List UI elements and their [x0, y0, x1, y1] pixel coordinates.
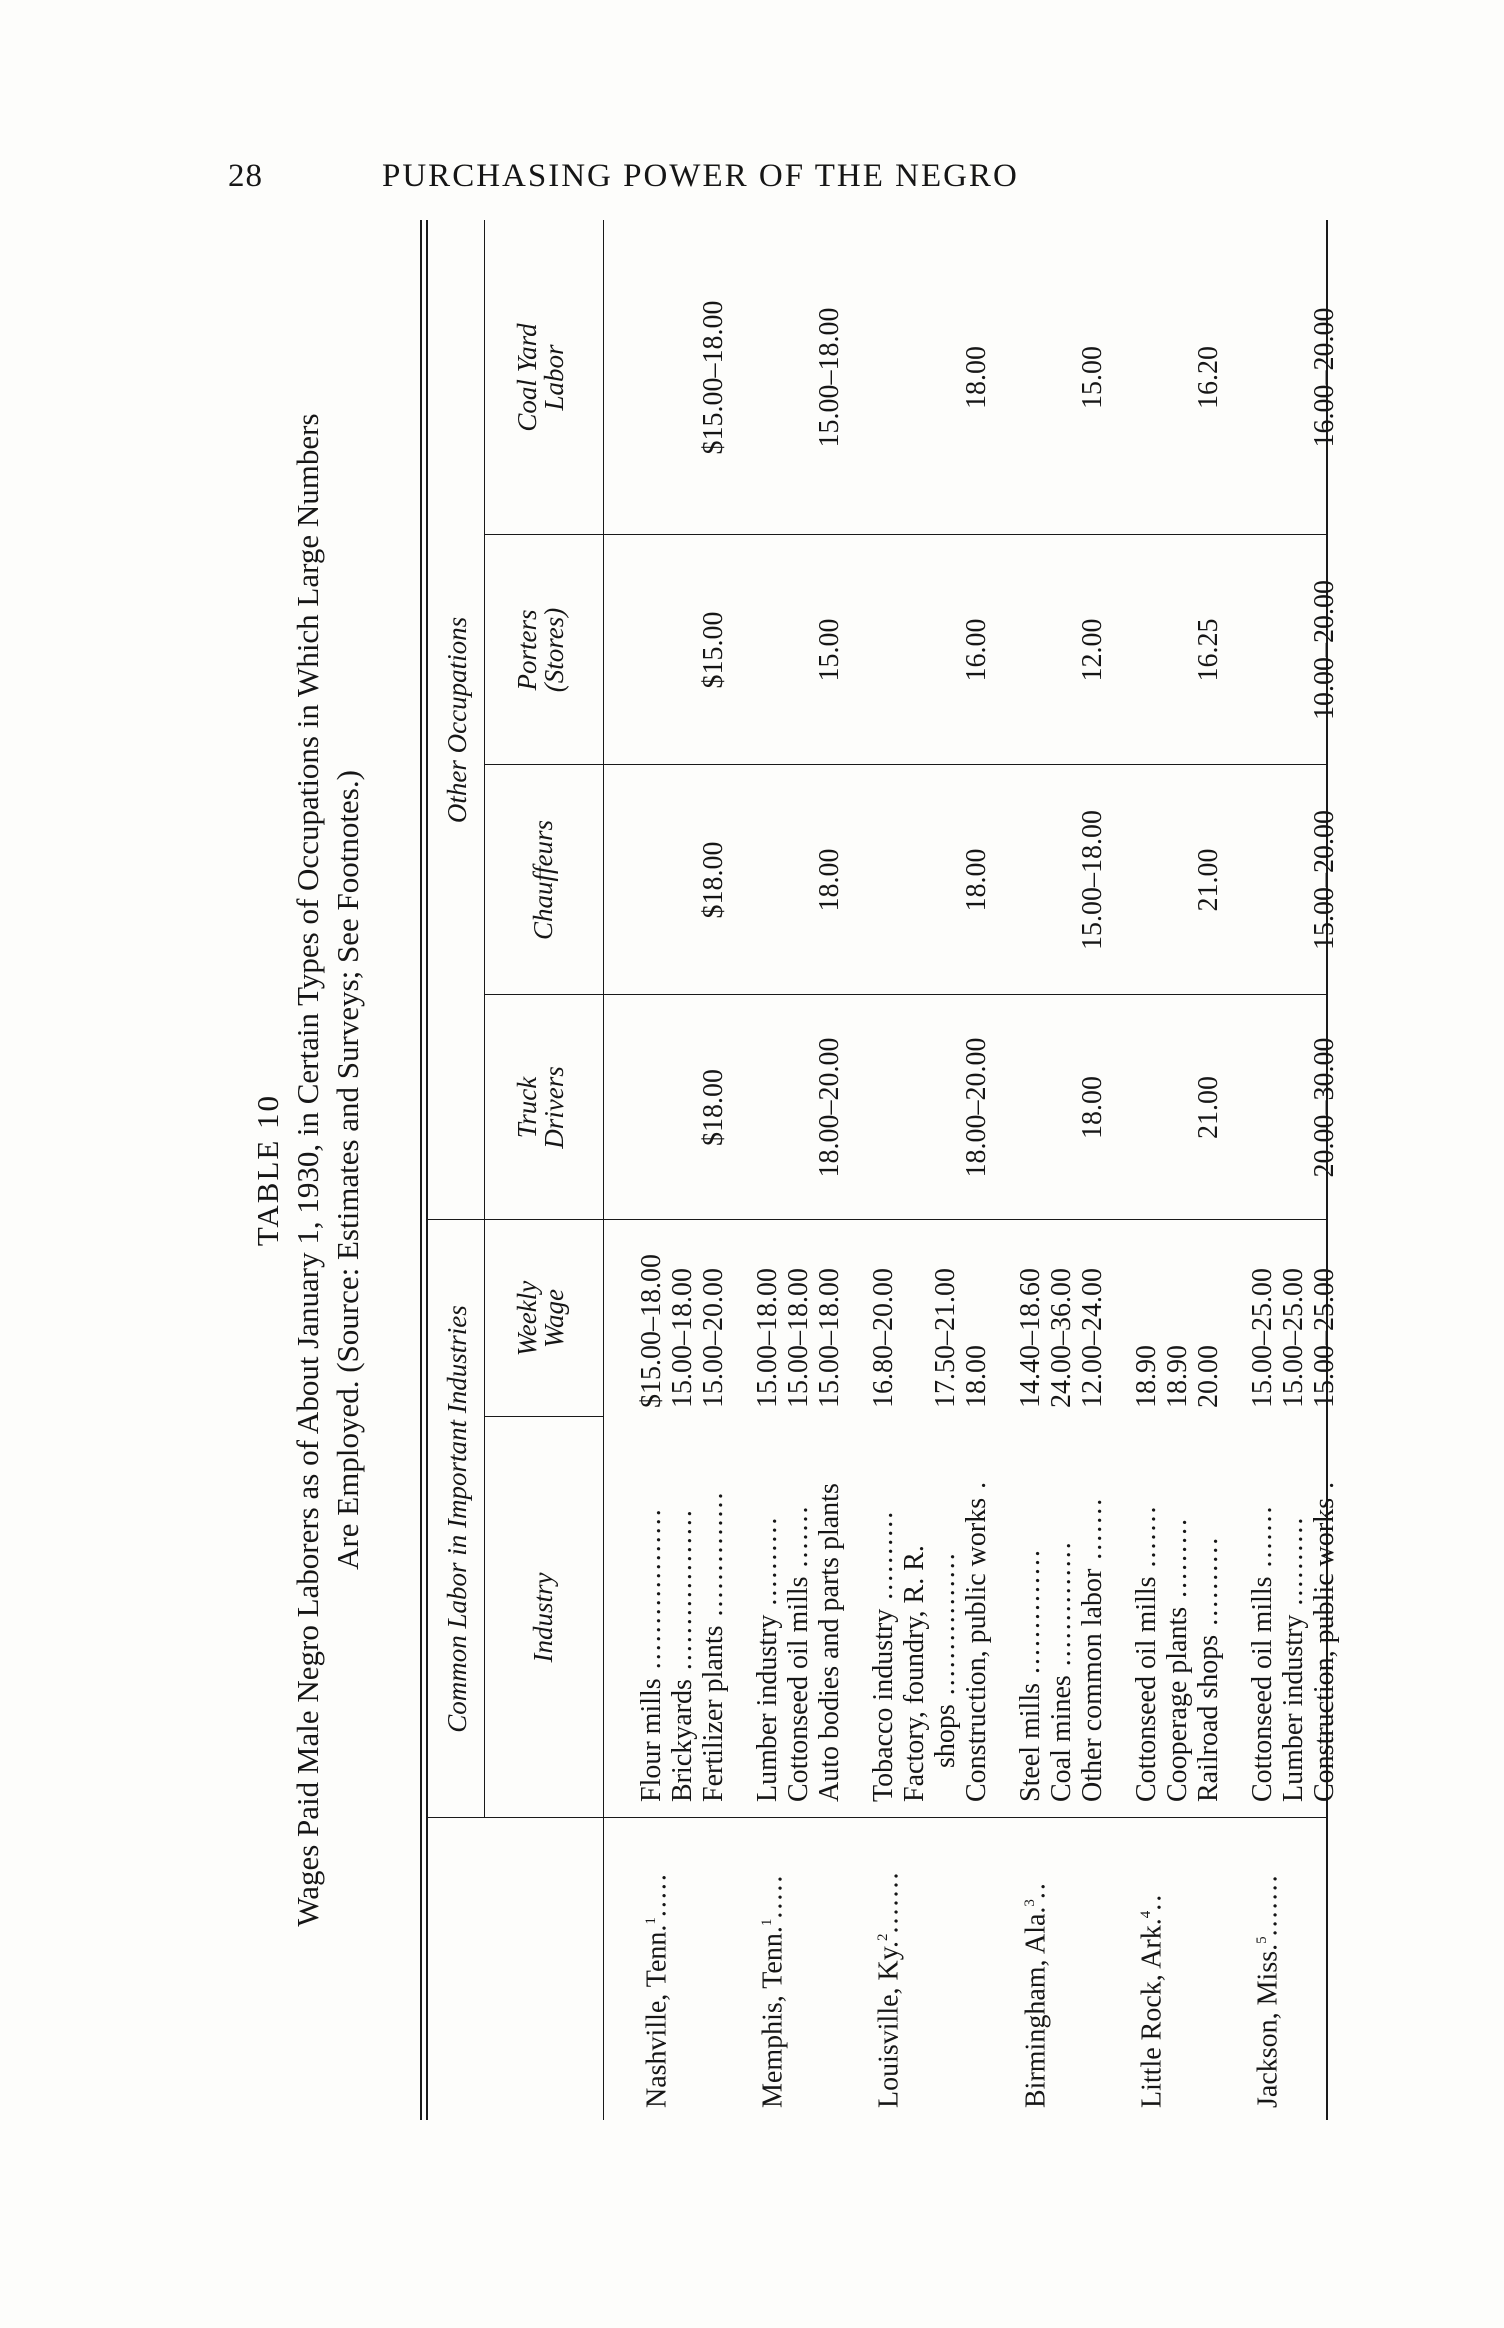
industry-label: Railroad shops .......... [1193, 1535, 1224, 1802]
weekly-wage: 15.00–25.00 [1278, 1268, 1309, 1408]
industry-label: Fertilizer plants .............. [698, 1490, 729, 1802]
page-number: 28 [228, 158, 263, 194]
industry-label: Other common labor ....... [1077, 1496, 1108, 1802]
industry-label: Cooperage plants ......... [1162, 1516, 1193, 1802]
table-top-rule [420, 220, 422, 2120]
weekly-wage: 12.00–24.00 [1077, 1268, 1108, 1408]
running-title: PURCHASING POWER OF THE NEGRO [382, 158, 1019, 194]
weekly-wage: 18.90 [1162, 1345, 1193, 1408]
col-header-industry: Industry [528, 1572, 558, 1663]
porters-wage: 15.00 [814, 618, 845, 682]
truck-drivers-wage: 20.00–30.00 [1309, 1037, 1340, 1178]
chauffeurs-wage: $18.00 [698, 841, 729, 919]
col-header-chauffeurs: Chauffeurs [528, 820, 558, 941]
coal-yard-wage: 18.00 [961, 346, 992, 409]
porters-wage: 16.00 [961, 618, 992, 682]
weekly-wage: 17.50–21.00 [930, 1268, 961, 1408]
weekly-wage: 18.00 [961, 1345, 992, 1408]
city-name: Memphis, Tenn.$^1$..... [757, 1873, 789, 2108]
chauffeurs-wage: 21.00 [1193, 848, 1224, 912]
group-header-common-labor: Common Labor in Important Industries [442, 1305, 472, 1733]
industry-label: Cottonseed oil mills ....... [1131, 1504, 1162, 1802]
coal-yard-wage: 16.00–20.00 [1309, 307, 1340, 448]
truck-drivers-wage: 18.00 [1077, 1076, 1108, 1139]
city-name: Nashville, Tenn.$^1$..... [641, 1872, 673, 2108]
industry-label: Steel mills .............. [1015, 1548, 1046, 1802]
coal-yard-wage: $15.00–18.00 [698, 300, 729, 455]
table-top-rule-double [426, 220, 428, 2120]
city-name: Jackson, Miss.$^5$....... [1252, 1873, 1284, 2108]
truck-drivers-wage: 18.00–20.00 [814, 1037, 845, 1178]
rotated-table-block [248, 220, 1358, 2120]
industry-label: Tobacco industry .......... [868, 1509, 899, 1802]
industry-label: Cottonseed oil mills ....... [783, 1504, 814, 1802]
porters-wage: 12.00 [1077, 618, 1108, 682]
weekly-wage: 15.00–25.00 [1309, 1268, 1340, 1408]
group-header-rule [484, 220, 485, 1818]
industry-label: Construction, public works . [961, 1479, 992, 1802]
industry-label: Factory, foundry, R. R. [899, 1545, 930, 1802]
col-header-truck-drivers: Truck Drivers [512, 1066, 569, 1149]
industry-label: Lumber industry .......... [752, 1515, 783, 1802]
porters-wage: 16.25 [1193, 618, 1224, 682]
weekly-wage: 15.00–18.00 [752, 1268, 783, 1408]
industry-label: Coal mines .............. [1046, 1540, 1077, 1802]
city-name: Louisville, Ky.$^2$....... [873, 1870, 905, 2108]
column-rule-city [428, 1817, 1326, 1818]
weekly-wage: 24.00–36.00 [1046, 1268, 1077, 1408]
table-caption-block [248, 220, 398, 2120]
porters-wage: 10.00–20.00 [1309, 580, 1340, 720]
weekly-wage: 20.00 [1193, 1345, 1224, 1408]
industry-label: Construction, public works . [1309, 1479, 1340, 1802]
wage-table [420, 220, 1340, 2120]
weekly-wage: 18.90 [1131, 1345, 1162, 1408]
industry-label: Cottonseed oil mills ....... [1247, 1504, 1278, 1802]
industry-label-continued: shops ................ [930, 1551, 961, 1768]
coal-yard-wage: 15.00–18.00 [814, 307, 845, 448]
weekly-wage: $15.00–18.00 [636, 1254, 667, 1408]
industry-label: Flour mills .................. [636, 1507, 667, 1802]
group-header-other-occupations: Other Occupations [442, 616, 472, 824]
table-label: TABLE 10 [250, 1093, 285, 1247]
industry-label: Auto bodies and parts plants [814, 1483, 845, 1802]
industry-label: Brickyards .................. [667, 1508, 698, 1802]
header-bottom-rule [603, 220, 604, 2120]
truck-drivers-wage: 18.00–20.00 [961, 1037, 992, 1178]
table-caption: Wages Paid Male Negro Laborers as of About January 1, 1930, in Certain Types of Occupations in Which Large Numbers Are Employed. (Source: Estimates and Surveys; See Footnotes.) [290, 413, 365, 1927]
coal-yard-wage: 16.20 [1193, 346, 1224, 409]
col-header-weekly-wage: Weekly Wage [512, 1280, 569, 1357]
chauffeurs-wage: 18.00 [814, 848, 845, 912]
col-header-porters: Porters (Stores) [512, 607, 569, 693]
truck-drivers-wage: $18.00 [698, 1069, 729, 1146]
weekly-wage: 14.40–18.60 [1015, 1268, 1046, 1408]
chauffeurs-wage: 15.00–20.00 [1309, 810, 1340, 950]
industry-label: Lumber industry .......... [1278, 1515, 1309, 1802]
weekly-wage: 15.00–20.00 [698, 1268, 729, 1408]
chauffeurs-wage: 18.00 [961, 848, 992, 912]
coal-yard-wage: 15.00 [1077, 346, 1108, 409]
porters-wage: $15.00 [698, 611, 729, 689]
weekly-wage: 15.00–25.00 [1247, 1268, 1278, 1408]
col-header-coal-yard-labor: Coal Yard Labor [512, 323, 569, 432]
chauffeurs-wage: 15.00–18.00 [1077, 810, 1108, 950]
weekly-wage: 16.80–20.00 [868, 1268, 899, 1408]
weekly-wage: 15.00–18.00 [814, 1268, 845, 1408]
city-name: Birmingham, Ala.$^3$.. [1020, 1881, 1052, 2108]
weekly-wage: 15.00–18.00 [783, 1268, 814, 1408]
weekly-wage: 15.00–18.00 [667, 1268, 698, 1408]
page-header [0, 158, 1504, 198]
city-name: Little Rock, Ark.$^4$.. [1136, 1892, 1168, 2108]
truck-drivers-wage: 21.00 [1193, 1076, 1224, 1139]
